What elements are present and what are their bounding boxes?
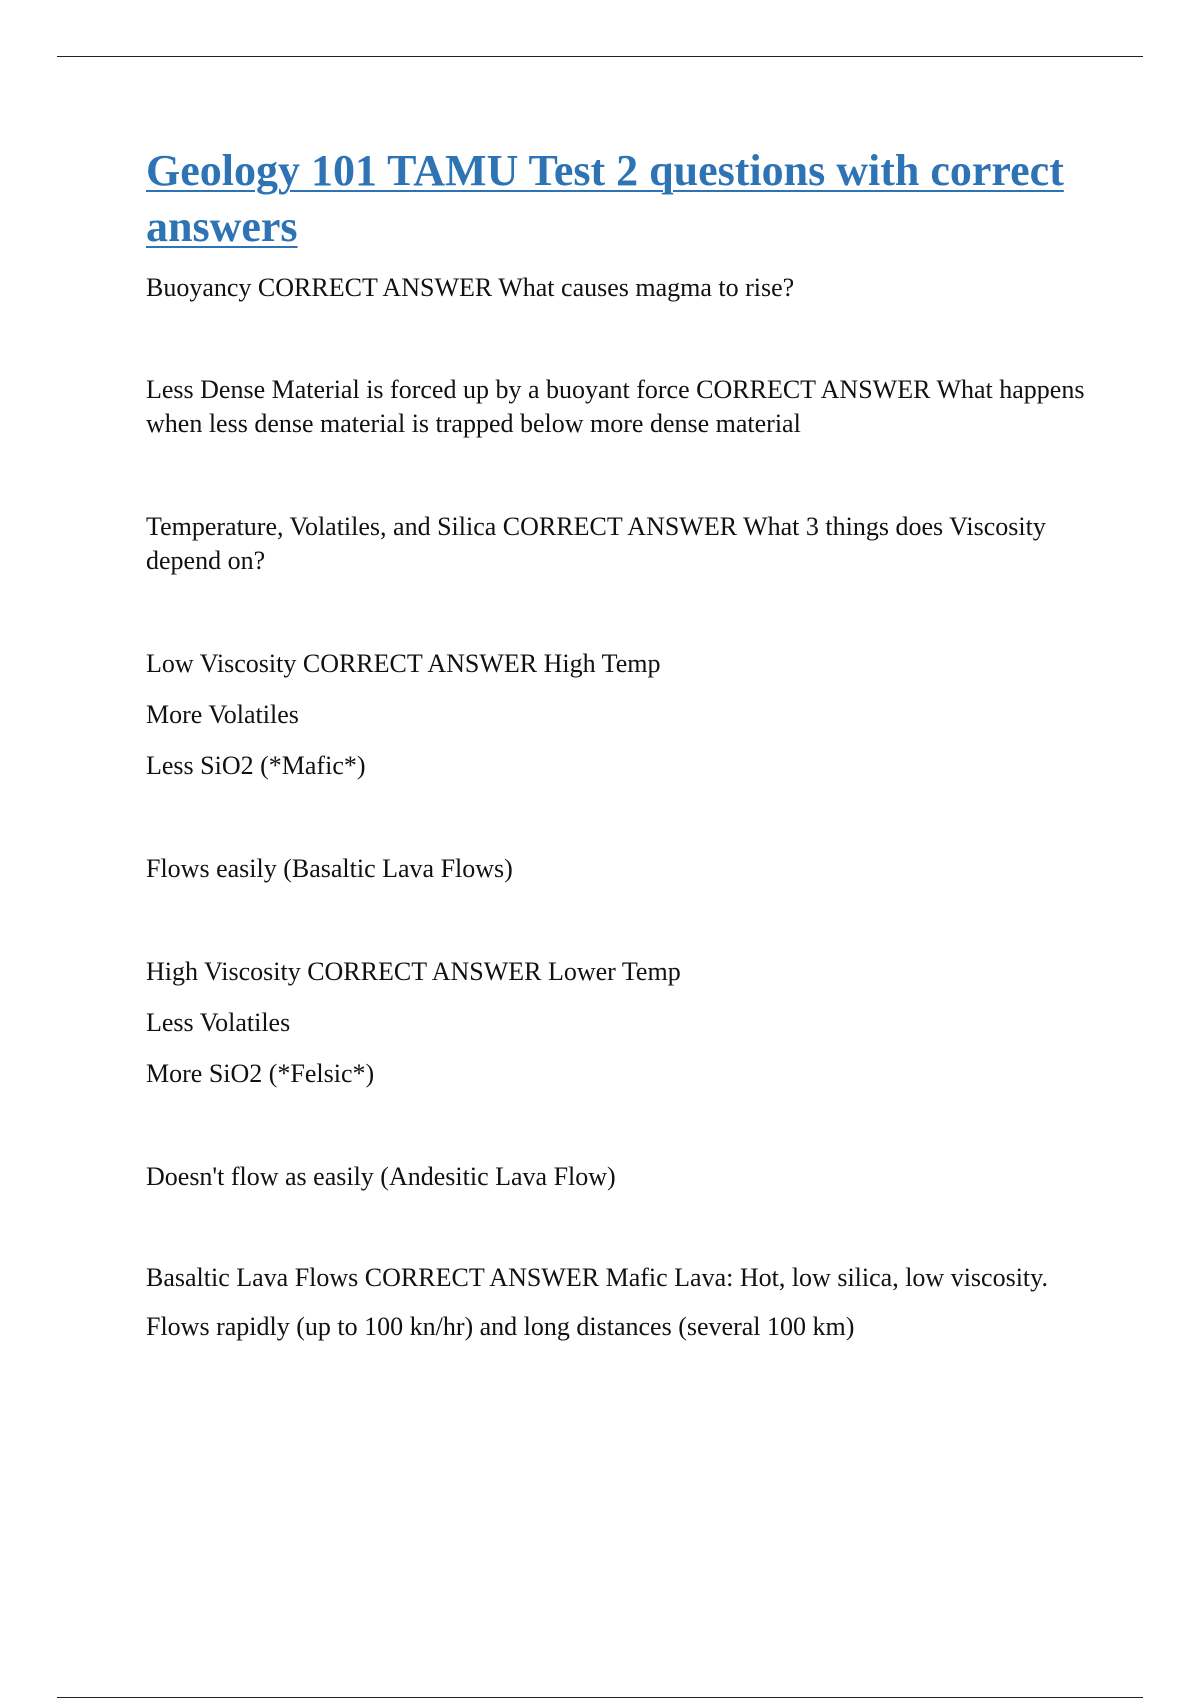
- qa-line: Basaltic Lava Flows CORRECT ANSWER Mafic Lava: Hot, low silica, low viscosity.: [146, 1263, 1048, 1292]
- footer-rule: [57, 1697, 1143, 1698]
- header-rule: [57, 56, 1143, 57]
- document-title: Geology 101 TAMU Test 2 questions with correct answers: [146, 146, 1064, 251]
- qa-line: Less SiO2 (*Mafic*): [146, 751, 366, 780]
- qa-line: More SiO2 (*Felsic*): [146, 1059, 375, 1088]
- qa-line: Less Dense Material is forced up by a buoyant force CORRECT ANSWER What happens when less dense material is trapped below more dense material: [146, 375, 1085, 438]
- qa-line: Flows rapidly (up to 100 kn/hr) and long distances (several 100 km): [146, 1312, 855, 1341]
- qa-line: Buoyancy CORRECT ANSWER What causes magma to rise?: [146, 273, 795, 302]
- qa-line: Doesn't flow as easily (Andesitic Lava Flow): [146, 1162, 616, 1191]
- qa-line: Flows easily (Basaltic Lava Flows): [146, 854, 513, 883]
- qa-line: Low Viscosity CORRECT ANSWER High Temp: [146, 649, 661, 678]
- qa-line: More Volatiles: [146, 700, 299, 729]
- qa-line: Temperature, Volatiles, and Silica CORRECT ANSWER What 3 things does Viscosity depend on?: [146, 512, 1046, 575]
- qa-line: High Viscosity CORRECT ANSWER Lower Temp: [146, 957, 681, 986]
- document-body: [146, 143, 1106, 1344]
- qa-line: Less Volatiles: [146, 1008, 291, 1037]
